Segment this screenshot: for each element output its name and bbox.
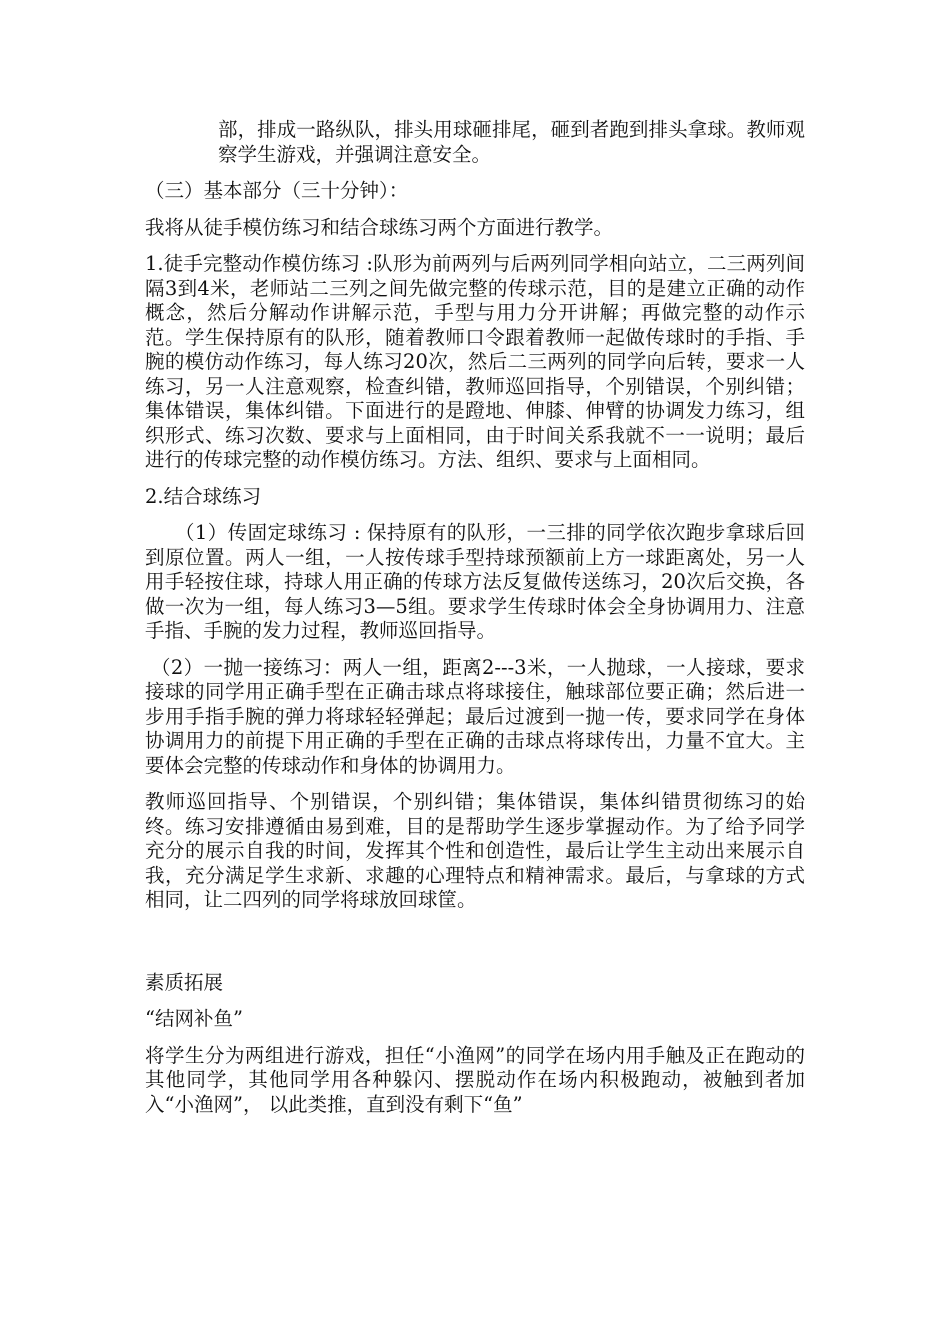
paragraph-game-continuation: 部，排成一路纵队，排头用球砸排尾，砸到者跑到排头拿球。教师观察学生游戏，并强调注意安全。 <box>218 118 805 166</box>
paragraph-fixed-ball-practice: （1）传固定球练习 : 保持原有的队形，一三排的同学依次跑步拿球后回到原位置。两人一组，一人按传球手型持球预额前上方一球距离处，另一人用手轻按住球，持球人用正确的传球方法反复做传送练习，20次后交换，各做一次为一组，每人练习3—5组。要求学生传球时体会全身协调用力、注意手指、手腕的发力过程，教师巡回指导。 <box>145 521 805 642</box>
paragraph-toss-catch-practice: （2）一抛一接练习：两人一组，距离2---3米，一人抛球，一人接球，要求接球的同学用正确手型在正确击球点将球接住，触球部位要正确；然后进一步用手指手腕的弹力将球轻轻弹起；最后过渡到一抛一传，要求同学在身体协调用力的前提下用正确的手型在正确的击球点将球传出，力量不宜大。主要体会完整的传球动作和身体的协调用力。 <box>145 655 805 777</box>
paragraph-teaching-intro: 我将从徒手模仿练习和结合球练习两个方面进行教学。 <box>145 215 614 239</box>
section-spacer <box>145 925 805 971</box>
section-heading-basic-part: （三）基本部分（三十分钟）： <box>145 179 409 202</box>
section-heading-quality-expansion: 素质拓展 <box>145 970 224 994</box>
paragraph-freehand-practice: 1.徒手完整动作模仿练习 :队形为前两列与后两列同学相向站立，二三两列间隔3到4米，老师站二三列之间先做完整的传球示范，目的是建立正确的动作概念，然后分解动作讲解示范，手型与用力分开讲解；再做完整的动作示范。学生保持原有的队形，随着教师口令跟着教师一起做传球时的手指、手腕的模仿动作练习，每人练习20次，然后二三两列的同学向后转，要求一人练习，另一人注意观察，检查纠错，教师巡回指导，个别错误，个别纠错；集体错误，集体纠错。下面进行的是蹬地、伸膝、伸臂的协调发力练习，组织形式、练习次数、要求与上面相同，由于时间关系我就不一一说明；最后进行的传球完整的动作模仿练习。方法、组织、要求与上面相同。 <box>145 252 805 471</box>
paragraph-game-description: 将学生分为两组进行游戏，担任“小渔网”的同学在场内用手触及正在跑动的其他同学，其他同学用各种躲闪、摆脱动作在场内积极跑动，被触到者加入“小渔网”， 以此类推，直到没有剩下“鱼” <box>145 1043 805 1116</box>
document-page <box>145 118 805 1129</box>
game-title: “结网补鱼” <box>145 1007 243 1030</box>
subheading-ball-practice: 2.结合球练习 <box>145 484 262 508</box>
paragraph-teacher-guidance: 教师巡回指导、个别错误，个别纠错；集体错误，集体纠错贯彻练习的始终。练习安排遵循由易到难，目的是帮助学生逐步掌握动作。为了给予同学充分的展示自我的时间，发挥其个性和创造性，最后让学生主动出来展示自我，充分满足学生求新、求趣的心理特点和精神需求。最后，与拿球的方式相同，让二四列的同学将球放回球筐。 <box>145 790 805 911</box>
